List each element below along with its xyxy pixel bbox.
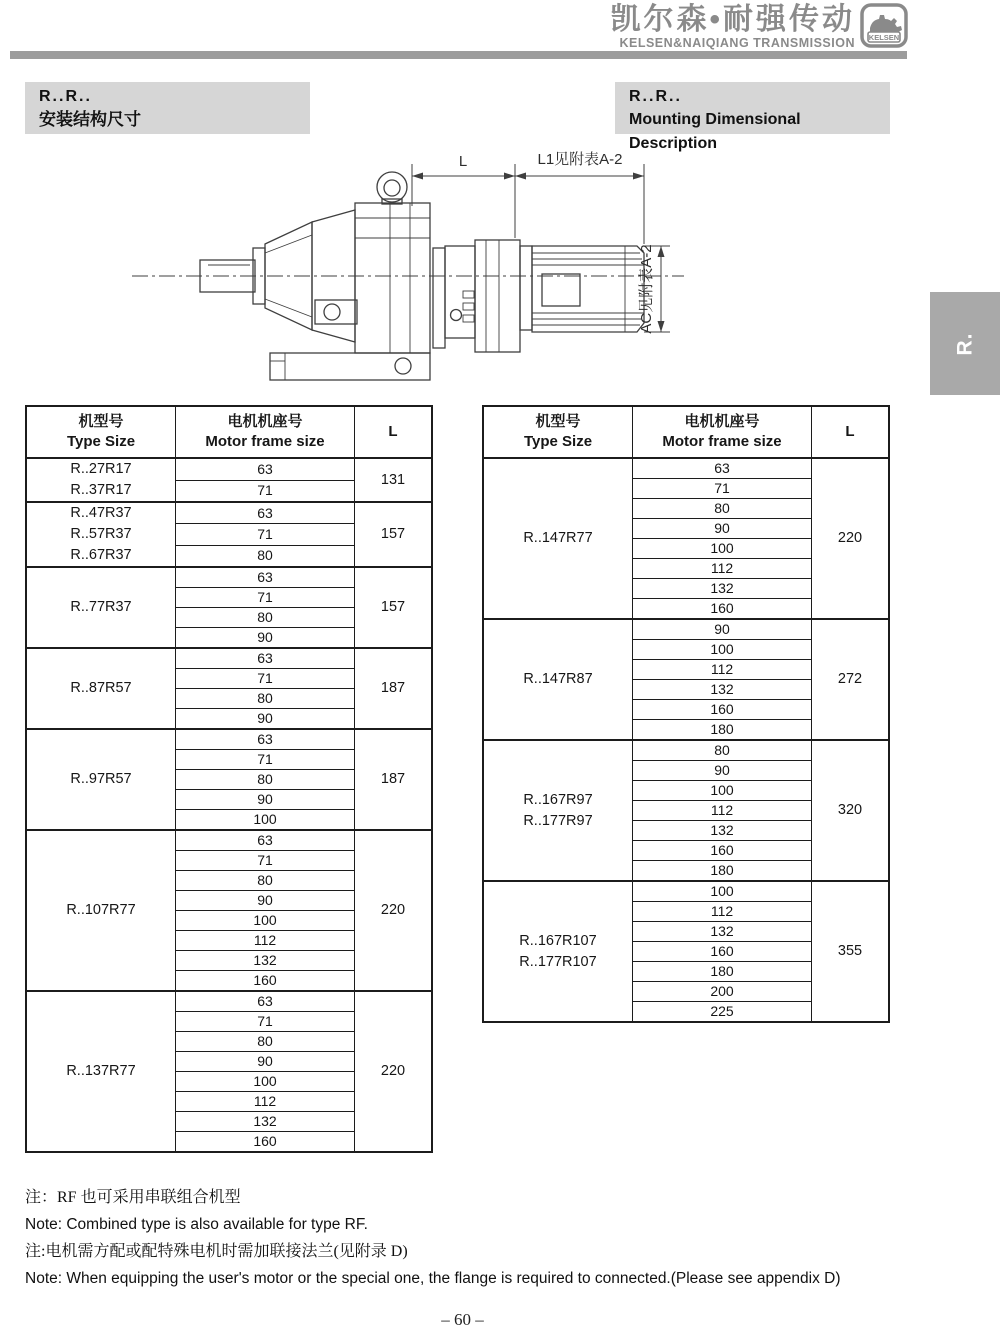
page-number: – 60 – bbox=[441, 1310, 484, 1329]
motor-frame-size-cell: 80 bbox=[176, 689, 355, 709]
motor-frame-size-cell: 80 bbox=[176, 871, 355, 891]
motor-frame-size-cell: 63 bbox=[176, 648, 355, 669]
motor-body bbox=[520, 246, 644, 332]
type-size-cell: R..137R77 bbox=[26, 991, 176, 1152]
motor-frame-size-cell: 71 bbox=[633, 479, 812, 499]
motor-frame-size-cell: 112 bbox=[176, 931, 355, 951]
motor-frame-size-cell: 200 bbox=[633, 982, 812, 1002]
type-size-cell: R..147R77 bbox=[483, 458, 633, 619]
l-value-cell: 157 bbox=[355, 502, 433, 567]
motor-frame-size-cell: 100 bbox=[633, 881, 812, 902]
section-subtitle-cn: 安装结构尺寸 bbox=[39, 110, 141, 129]
motor-frame-size-cell: 80 bbox=[176, 770, 355, 790]
motor-frame-size-cell: 90 bbox=[633, 761, 812, 781]
motor-frame-size-cell: 80 bbox=[176, 608, 355, 628]
motor-frame-size-cell: 132 bbox=[176, 951, 355, 971]
motor-frame-size-cell: 80 bbox=[633, 740, 812, 761]
dim-label-l1: L1见附表A-2 bbox=[537, 151, 623, 168]
dimension-table-left bbox=[25, 405, 433, 1153]
motor-frame-size-cell: 132 bbox=[633, 680, 812, 700]
motor-frame-size-cell: 180 bbox=[633, 720, 812, 741]
logo-text: KELSEN bbox=[868, 33, 900, 42]
adapter-flange bbox=[433, 240, 520, 352]
model-code-label-en: R..R.. bbox=[629, 88, 682, 105]
l-value-cell: 131 bbox=[355, 458, 433, 502]
motor-frame-size-cell: 160 bbox=[633, 841, 812, 861]
motor-frame-size-cell: 100 bbox=[176, 1072, 355, 1092]
dimension-table-right bbox=[482, 405, 890, 1023]
motor-frame-size-cell: 160 bbox=[176, 971, 355, 992]
brand-title-en: KELSEN&NAIQIANG TRANSMISSION bbox=[619, 36, 855, 50]
note-en-1: Note: Combined type is also available for type RF. bbox=[25, 1216, 368, 1233]
motor-frame-size-cell: 90 bbox=[176, 628, 355, 649]
motor-frame-size-cell: 160 bbox=[176, 1132, 355, 1153]
motor-frame-size-cell: 132 bbox=[176, 1112, 355, 1132]
motor-frame-size-cell: 100 bbox=[176, 810, 355, 831]
type-size-cell: R..27R17 R..37R17 bbox=[26, 458, 176, 502]
motor-frame-size-cell: 63 bbox=[176, 830, 355, 851]
spec-table bbox=[482, 405, 890, 1023]
motor-frame-size-cell: 63 bbox=[176, 458, 355, 480]
motor-frame-size-cell: 160 bbox=[633, 700, 812, 720]
type-size-cell: R..87R57 bbox=[26, 648, 176, 729]
motor-frame-size-cell: 63 bbox=[176, 567, 355, 588]
motor-frame-size-cell: 80 bbox=[633, 499, 812, 519]
motor-frame-size-cell: 90 bbox=[633, 519, 812, 539]
section-title-en bbox=[615, 82, 890, 152]
l-value-cell: 272 bbox=[812, 619, 890, 740]
page-index-tab bbox=[930, 292, 1000, 395]
type-size-cell: R..77R37 bbox=[26, 567, 176, 648]
column-header: 机型号 Type Size bbox=[483, 406, 633, 458]
motor-frame-size-cell: 71 bbox=[176, 851, 355, 871]
type-size-cell: R..167R107 R..177R107 bbox=[483, 881, 633, 1022]
l-value-cell: 220 bbox=[355, 991, 433, 1152]
motor-frame-size-cell: 63 bbox=[176, 502, 355, 524]
motor-frame-size-cell: 80 bbox=[176, 1032, 355, 1052]
spec-table bbox=[25, 405, 433, 1153]
note-cn-2: 注:电机需方配或配特殊电机时需加联接法兰(见附录 D) bbox=[25, 1243, 408, 1260]
motor-frame-size-cell: 180 bbox=[633, 962, 812, 982]
type-size-cell: R..147R87 bbox=[483, 619, 633, 740]
motor-frame-size-cell: 90 bbox=[176, 1052, 355, 1072]
motor-frame-size-cell: 71 bbox=[176, 750, 355, 770]
footnotes bbox=[25, 1188, 925, 1296]
kelsen-logo-icon bbox=[860, 3, 908, 48]
motor-frame-size-cell: 71 bbox=[176, 524, 355, 545]
motor-frame-size-cell: 112 bbox=[633, 801, 812, 821]
motor-frame-size-cell: 90 bbox=[633, 619, 812, 640]
motor-frame-size-cell: 100 bbox=[633, 539, 812, 559]
motor-frame-size-cell: 71 bbox=[176, 480, 355, 502]
page-index-tab-label: R. bbox=[953, 332, 976, 355]
l-value-cell: 220 bbox=[355, 830, 433, 991]
motor-frame-size-cell: 100 bbox=[176, 911, 355, 931]
motor-frame-size-cell: 63 bbox=[633, 458, 812, 479]
l-value-cell: 220 bbox=[812, 458, 890, 619]
type-size-cell: R..167R97 R..177R97 bbox=[483, 740, 633, 881]
column-header: 电机机座号 Motor frame size bbox=[633, 406, 812, 458]
motor-frame-size-cell: 112 bbox=[176, 1092, 355, 1112]
output-shaft bbox=[200, 248, 265, 304]
dim-label-ac: AC见附表A-2 bbox=[638, 244, 655, 334]
motor-frame-size-cell: 90 bbox=[176, 709, 355, 730]
motor-frame-size-cell: 71 bbox=[176, 1012, 355, 1032]
dimension-annotations bbox=[412, 150, 670, 334]
motor-frame-size-cell: 100 bbox=[633, 640, 812, 660]
motor-frame-size-cell: 100 bbox=[633, 781, 812, 801]
motor-frame-size-cell: 112 bbox=[633, 902, 812, 922]
gearmotor-technical-drawing bbox=[120, 148, 700, 396]
type-size-cell: R..47R37 R..57R37 R..67R37 bbox=[26, 502, 176, 567]
motor-frame-size-cell: 80 bbox=[176, 545, 355, 567]
l-value-cell: 157 bbox=[355, 567, 433, 648]
motor-frame-size-cell: 63 bbox=[176, 991, 355, 1012]
l-value-cell: 355 bbox=[812, 881, 890, 1022]
header-divider-bar bbox=[10, 51, 907, 59]
type-size-cell: R..97R57 bbox=[26, 729, 176, 830]
l-value-cell: 320 bbox=[812, 740, 890, 881]
column-header: 电机机座号 Motor frame size bbox=[176, 406, 355, 458]
motor-frame-size-cell: 132 bbox=[633, 821, 812, 841]
motor-frame-size-cell: 160 bbox=[633, 599, 812, 620]
motor-frame-size-cell: 132 bbox=[633, 922, 812, 942]
section-title-cn bbox=[25, 82, 310, 134]
column-header: 机型号 Type Size bbox=[26, 406, 176, 458]
section-subtitle-en: Mounting Dimensional Description bbox=[629, 111, 801, 152]
note-cn-1: 注：RF 也可采用串联组合机型 bbox=[25, 1189, 241, 1206]
note-en-2: Note: When equipping the user's motor or the special one, the flange is required to connected.(Please see appendix D) bbox=[25, 1270, 841, 1287]
motor-frame-size-cell: 112 bbox=[633, 559, 812, 579]
motor-frame-size-cell: 132 bbox=[633, 579, 812, 599]
motor-frame-size-cell: 112 bbox=[633, 660, 812, 680]
motor-frame-size-cell: 90 bbox=[176, 790, 355, 810]
motor-frame-size-cell: 180 bbox=[633, 861, 812, 882]
brand-title-cn: 凯尔森•耐强传动 bbox=[610, 3, 855, 36]
motor-frame-size-cell: 160 bbox=[633, 942, 812, 962]
model-code-label: R..R.. bbox=[39, 88, 92, 105]
l-value-cell: 187 bbox=[355, 729, 433, 830]
motor-frame-size-cell: 63 bbox=[176, 729, 355, 750]
column-header: L bbox=[355, 406, 433, 458]
dim-label-l: L bbox=[458, 153, 468, 170]
brand-block bbox=[610, 4, 855, 50]
motor-frame-size-cell: 225 bbox=[633, 1002, 812, 1023]
motor-frame-size-cell: 90 bbox=[176, 891, 355, 911]
type-size-cell: R..107R77 bbox=[26, 830, 176, 991]
motor-frame-size-cell: 71 bbox=[176, 669, 355, 689]
column-header: L bbox=[812, 406, 890, 458]
l-value-cell: 187 bbox=[355, 648, 433, 729]
motor-frame-size-cell: 71 bbox=[176, 588, 355, 608]
